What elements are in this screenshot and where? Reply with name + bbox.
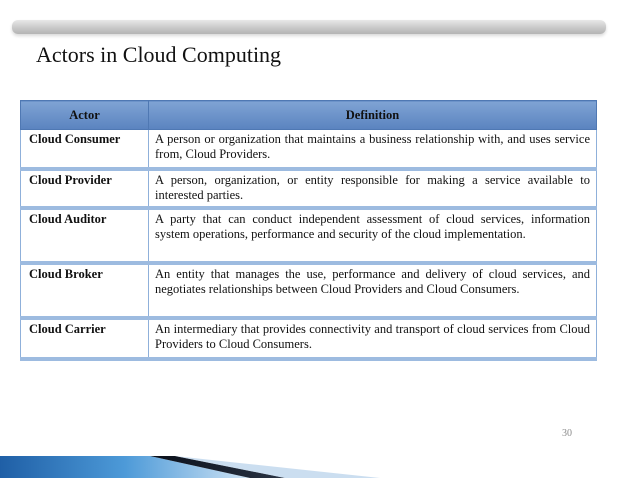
column-header-definition: Definition — [149, 101, 597, 130]
definition-cell: An intermediary that provides connectivity and transport of cloud services from Cloud Providers to Cloud Consumers. — [149, 318, 597, 359]
actor-cell: Cloud Consumer — [21, 130, 149, 170]
definition-cell: An entity that manages the use, performance and delivery of cloud services, and negotiates relationships between Cloud Providers and Cloud Consumers. — [149, 263, 597, 318]
actor-cell: Cloud Carrier — [21, 318, 149, 359]
table-row — [21, 208, 597, 263]
actors-table — [20, 100, 597, 361]
definition-cell: A party that can conduct independent assessment of cloud services, information system operations, performance and security of the cloud implementation. — [149, 208, 597, 263]
table-header-row — [21, 101, 597, 130]
table-row — [21, 169, 597, 208]
bottom-decorative-band — [0, 450, 638, 478]
table-row — [21, 318, 597, 359]
table-row — [21, 130, 597, 170]
definition-cell: A person or organization that maintains a business relationship with, and uses service from, Cloud Providers. — [149, 130, 597, 170]
actor-cell: Cloud Auditor — [21, 208, 149, 263]
table-row — [21, 263, 597, 318]
definition-cell: A person, organization, or entity responsible for making a service available to interested parties. — [149, 169, 597, 208]
page-number: 30 — [562, 428, 572, 439]
actor-cell: Cloud Broker — [21, 263, 149, 318]
column-header-actor: Actor — [21, 101, 149, 130]
actors-table-container — [20, 100, 596, 361]
slide-top-bar — [12, 20, 606, 34]
slide-title: Actors in Cloud Computing — [36, 42, 282, 67]
actor-cell: Cloud Provider — [21, 169, 149, 208]
